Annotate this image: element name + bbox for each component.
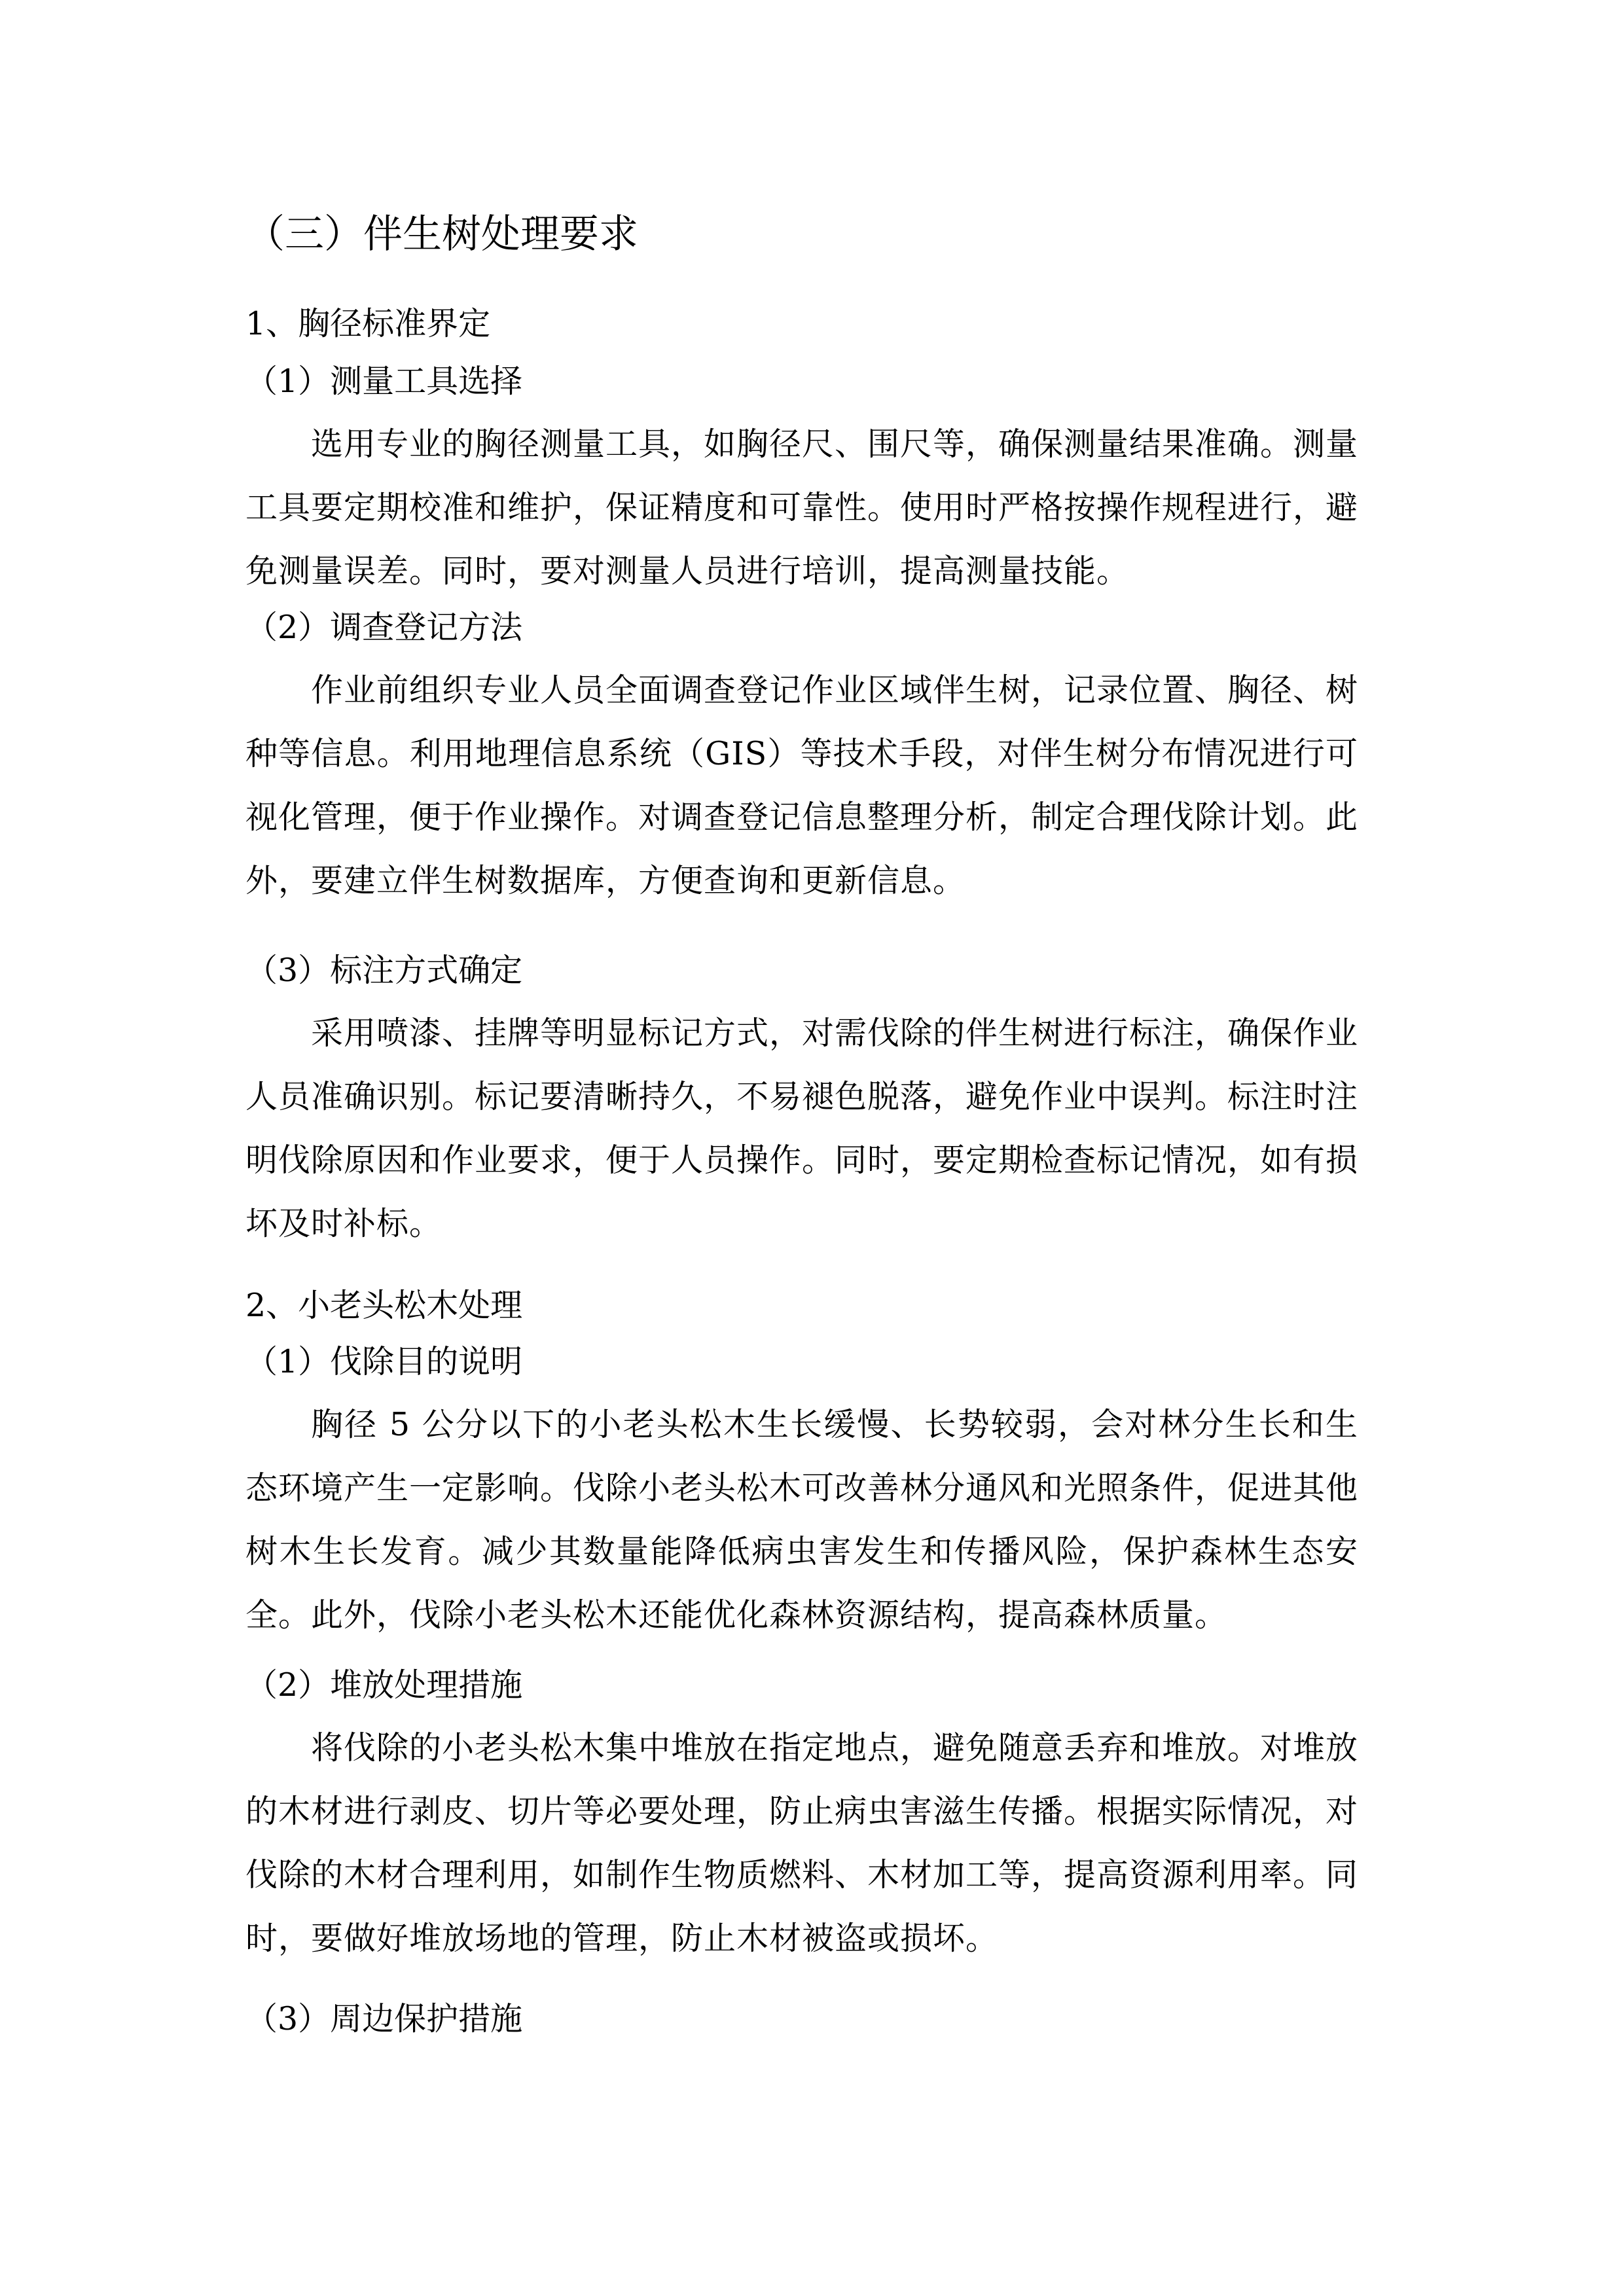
part-heading-1: 1、胸径标准界定 <box>245 305 491 342</box>
paragraph-2-1: 胸径 5 公分以下的小老头松木生长缓慢、长势较弱，会对林分生长和生态环境产生一定影响。伐除小老头松木可改善林分通风和光照条件，促进其他树木生长发育。减少其数量能降低病虫害发生和传播风险，保护森林生态安全。此外，伐除小老头松木还能优化森林资源结构，提高森林质量。 <box>245 1406 1359 1634</box>
part-heading-2: 2、小老头松木处理 <box>245 1287 523 1324</box>
section-title: （三）伴生树处理要求 <box>245 211 638 257</box>
item-heading-1-1: （1）测量工具选择 <box>245 363 523 400</box>
item-heading-1-2: （2）调查登记方法 <box>245 609 523 646</box>
paragraph-1-2: 作业前组织专业人员全面调查登记作业区域伴生树，记录位置、胸径、树种等信息。利用地理信息系统（GIS）等技术手段，对伴生树分布情况进行可视化管理，便于作业操作。对调查登记信息整理分析，制定合理伐除计划。此外，要建立伴生树数据库，方便查询和更新信息。 <box>245 672 1359 899</box>
item-heading-2-3: （3）周边保护措施 <box>245 2000 523 2037</box>
item-heading-2-1: （1）伐除目的说明 <box>245 1343 523 1380</box>
paragraph-2-2: 将伐除的小老头松木集中堆放在指定地点，避免随意丢弃和堆放。对堆放的木材进行剥皮、切片等必要处理，防止病虫害滋生传播。根据实际情况，对伐除的木材合理利用，如制作生物质燃料、木材加工等，提高资源利用率。同时，要做好堆放场地的管理，防止木材被盗或损坏。 <box>245 1729 1359 1957</box>
paragraph-1-3: 采用喷漆、挂牌等明显标记方式，对需伐除的伴生树进行标注，确保作业人员准确识别。标记要清晰持久，不易褪色脱落，避免作业中误判。标注时注明伐除原因和作业要求，便于人员操作。同时，要定期检查标记情况，如有损坏及时补标。 <box>245 1014 1359 1242</box>
paragraph-1-1: 选用专业的胸径测量工具，如胸径尺、围尺等，确保测量结果准确。测量工具要定期校准和维护，保证精度和可靠性。使用时严格按操作规程进行，避免测量误差。同时，要对测量人员进行培训，提高测量技能。 <box>245 425 1359 590</box>
item-heading-1-3: （3）标注方式确定 <box>245 952 523 989</box>
item-heading-2-2: （2）堆放处理措施 <box>245 1666 523 1704</box>
